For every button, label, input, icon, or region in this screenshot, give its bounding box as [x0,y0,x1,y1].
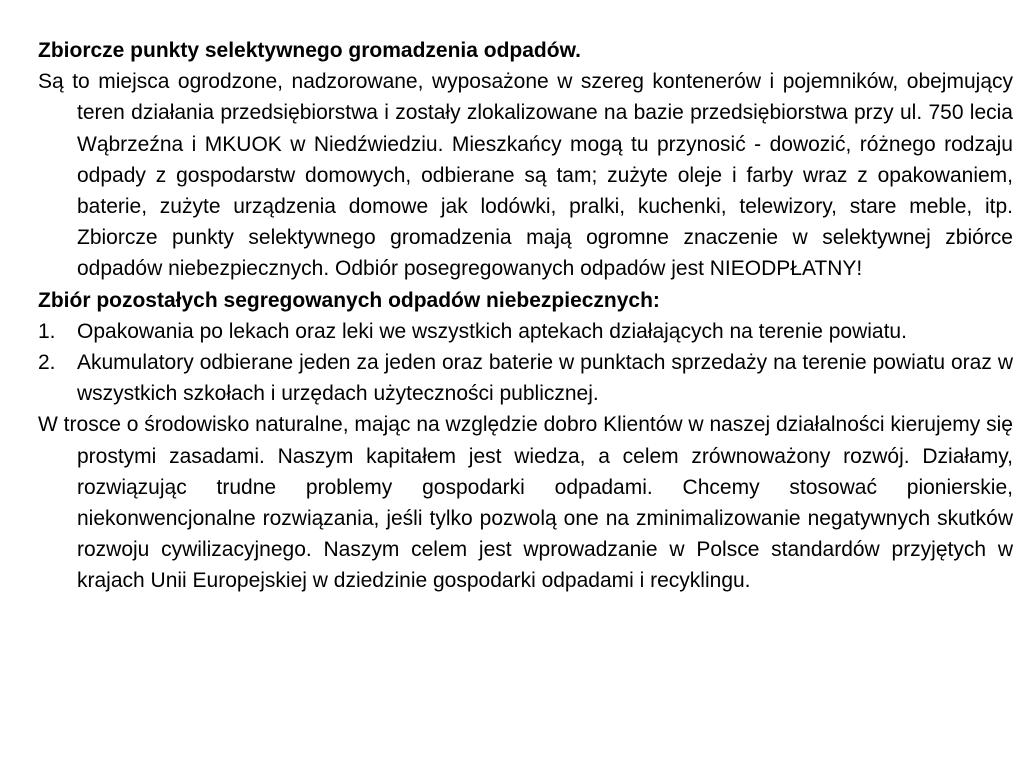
list-item [38,347,1013,409]
list-item-text: Opakowania po lekach oraz leki we wszystkich aptekach działających na terenie powiatu. [77,319,907,343]
collection-points-heading: Zbiorcze punkty selektywnego gromadzenia odpadów. [38,39,581,62]
mission-paragraph: W trosce o środowisko naturalne, mając na względzie dobro Klientów w naszej działalności kierujemy się prostymi zasadami. Naszym kapitałem jest wiedza, a celem zrównoważony rozwój. Działamy, rozwiązując trudne problemy gospodarki odpadami. Chcemy stosować pionierskie, niekonwencjonalne rozwiązania, jeśli tylko pozwolą one na zminimalizowanie negatywnych skutków rozwoju cywilizacyjnego. Naszym celem jest wprowadzanie w Polsce standardów przyjętych w krajach Unii Europejskiej w dziedzinie gospodarki odpadami i recyklingu. [38,413,1013,593]
list-item-number: 1. [38,319,56,343]
slide-content [38,35,1013,597]
hazardous-waste-heading: Zbiór pozostałych segregowanych odpadów niebezpiecznych: [38,288,660,312]
list-item-number: 2. [38,351,56,375]
collection-points-paragraph: Są to miejsca ogrodzone, nadzorowane, wyposażone w szereg kontenerów i pojemników, obejmujący teren działania przedsiębiorstwa i zostały zlokalizowane na bazie przedsiębiorstwa przy ul. 750 lecia Wąbrzeźna i MKUOK w Niedźwiedziu. Mieszkańcy mogą tu przynosić - dowozić, różnego rodzaju odpady z gospodarstw domowych, odbierane są tam; zużyte oleje i farby wraz z opakowaniem, baterie, zużyte urządzenia domowe jak lodówki, pralki, kuchenki, telewizory, stare meble, itp. Zbiorcze punkty selektywnego gromadzenia mają ogromne znaczenie w selektywnej zbiórce odpadów niebezpiecznych. Odbiór posegregowanych odpadów jest NIEODPŁATNY! [38,70,1013,281]
list-item-text: Akumulatory odbierane jeden za jeden oraz baterie w punktach sprzedaży na terenie powiatu oraz w wszystkich szkołach i urzędach użyteczności publicznej. [77,351,1013,406]
list-item [38,316,1013,347]
hazardous-waste-list [38,316,1013,410]
